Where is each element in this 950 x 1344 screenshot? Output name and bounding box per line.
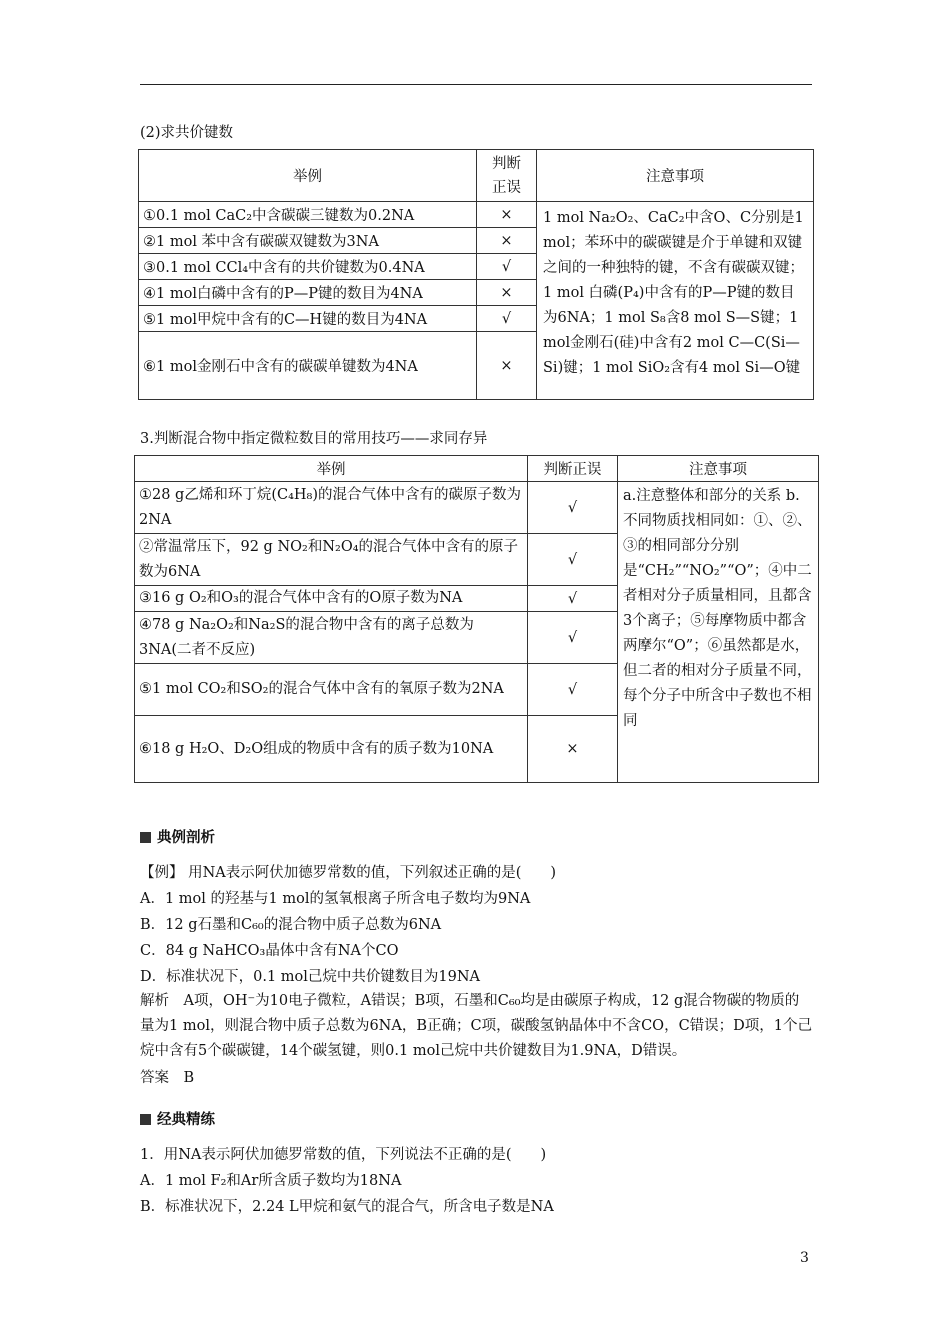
section-3-title: 3.判断混合物中指定微粒数目的常用技巧——求同存异	[140, 431, 488, 447]
table1-example-4: ④1 mol白磷中含有的P—P键的数目为4NA	[139, 280, 477, 306]
table1-mark-2: ×	[477, 228, 537, 254]
table2-example-3: ③16 g O₂和O₃的混合气体中含有的O原子数为NA	[135, 586, 528, 612]
practice-question: 1．用NA表示阿伏加德罗常数的值，下列说法不正确的是( )	[140, 1147, 547, 1163]
example-option-b: B．12 g石墨和C₆₀的混合物中质子总数为6NA	[140, 917, 442, 933]
example-section-heading: 典例剖析	[140, 826, 215, 847]
practice-section-heading: 经典精练	[140, 1108, 215, 1129]
table2-header-notes: 注意事项	[618, 456, 819, 482]
table2-header-example: 举例	[135, 456, 528, 482]
table1-example-2: ②1 mol 苯中含有碳碳双键数为3NA	[139, 228, 477, 254]
table2-example-5: ⑤1 mol CO₂和SO₂的混合气体中含有的氧原子数为2NA	[135, 664, 528, 716]
table2-example-1: ①28 g乙烯和环丁烷(C₄H₈)的混合气体中含有的碳原子数为2NA	[135, 482, 528, 534]
table2-example-4: ④78 g Na₂O₂和Na₂S的混合物中含有的离子总数为3NA(二者不反应)	[135, 612, 528, 664]
square-bullet-icon	[140, 832, 151, 843]
table1-notes: 1 mol Na₂O₂、CaC₂中含O、C分别是1 mol；苯环中的碳碳键是介于单键和双键之间的一种独特的键，不含有碳碳双键；1 mol 白磷(P₄)中含有的P—P键的数目为6NA；1 mol S₈含8 mol S—S键；1 mol金刚石(硅)中含有2 mol C—C(Si—Si)键；1 mol SiO₂含有4 mol Si—O键	[537, 202, 814, 400]
table2-mark-6: ×	[528, 716, 618, 783]
table1-mark-3: √	[477, 254, 537, 280]
practice-option-a: A．1 mol F₂和Ar所含质子数均为18NA	[140, 1173, 402, 1189]
table1-mark-1: ×	[477, 202, 537, 228]
example-option-a: A．1 mol 的羟基与1 mol的氢氧根离子所含电子数均为9NA	[140, 891, 531, 907]
covalent-bond-table	[138, 149, 814, 400]
table2-mark-4: √	[528, 612, 618, 664]
table2-mark-5: √	[528, 664, 618, 716]
table2-notes: a.注意整体和部分的关系 b.不同物质找相同如：①、②、③的相同部分分别是“CH₂”“NO₂”“O”；④中二者相对分子质量相同，且都含3个离子；⑤每摩物质中都含两摩尔“O”；⑥虽然都是水，但二者的相对分子质量不同，每个分子中所含中子数也不相同	[618, 482, 819, 783]
table1-mark-4: ×	[477, 280, 537, 306]
table1-mark-6: ×	[477, 332, 537, 400]
example-option-c: C．84 g NaHCO₃晶体中含有NA个CO	[140, 943, 399, 959]
table2-mark-2: √	[528, 534, 618, 586]
table1-example-1: ①0.1 mol CaC₂中含碳碳三键数为0.2NA	[139, 202, 477, 228]
table2-example-2: ②常温常压下，92 g NO₂和N₂O₄的混合气体中含有的原子数为6NA	[135, 534, 528, 586]
table1-example-3: ③0.1 mol CCl₄中含有的共价键数为0.4NA	[139, 254, 477, 280]
table2-example-6: ⑥18 g H₂O、D₂O组成的物质中含有的质子数为10NA	[135, 716, 528, 783]
mixture-particle-table	[134, 455, 819, 783]
table1-header-judgment: 判断正误	[477, 150, 537, 202]
subsection-title: (2)求共价键数	[140, 125, 234, 141]
table1-header-example: 举例	[139, 150, 477, 202]
example-question: 【例】 用NA表示阿伏加德罗常数的值，下列叙述正确的是( )	[140, 865, 557, 881]
table2-mark-3: √	[528, 586, 618, 612]
example-analysis: 解析 A项，OH⁻为10电子微粒，A错误；B项，石墨和C₆₀均是由碳原子构成，12 g混合物碳的物质的量为1 mol，则混合物中质子总数为6NA，B正确；C项，碳酸氢钠晶体中不含CO，C错误；D项，1个己烷中含有5个碳碳键，14个碳氢键，则0.1 mol己烷中共价键数目为1.9NA，D错误。	[140, 993, 813, 1059]
table2-header-judgment: 判断正误	[528, 456, 618, 482]
table1-header-notes: 注意事项	[537, 150, 814, 202]
square-bullet-icon	[140, 1114, 151, 1125]
header-rule	[140, 84, 812, 85]
example-option-d: D．标准状况下，0.1 mol己烷中共价键数目为19NA	[140, 969, 481, 985]
table2-mark-1: √	[528, 482, 618, 534]
practice-option-b: B．标准状况下，2.24 L甲烷和氨气的混合气，所含电子数是NA	[140, 1199, 554, 1215]
example-answer: 答案 B	[140, 1070, 195, 1086]
page-number: 3	[800, 1250, 809, 1266]
table1-example-5: ⑤1 mol甲烷中含有的C—H键的数目为4NA	[139, 306, 477, 332]
table1-example-6: ⑥1 mol金刚石中含有的碳碳单键数为4NA	[139, 332, 477, 400]
table1-mark-5: √	[477, 306, 537, 332]
